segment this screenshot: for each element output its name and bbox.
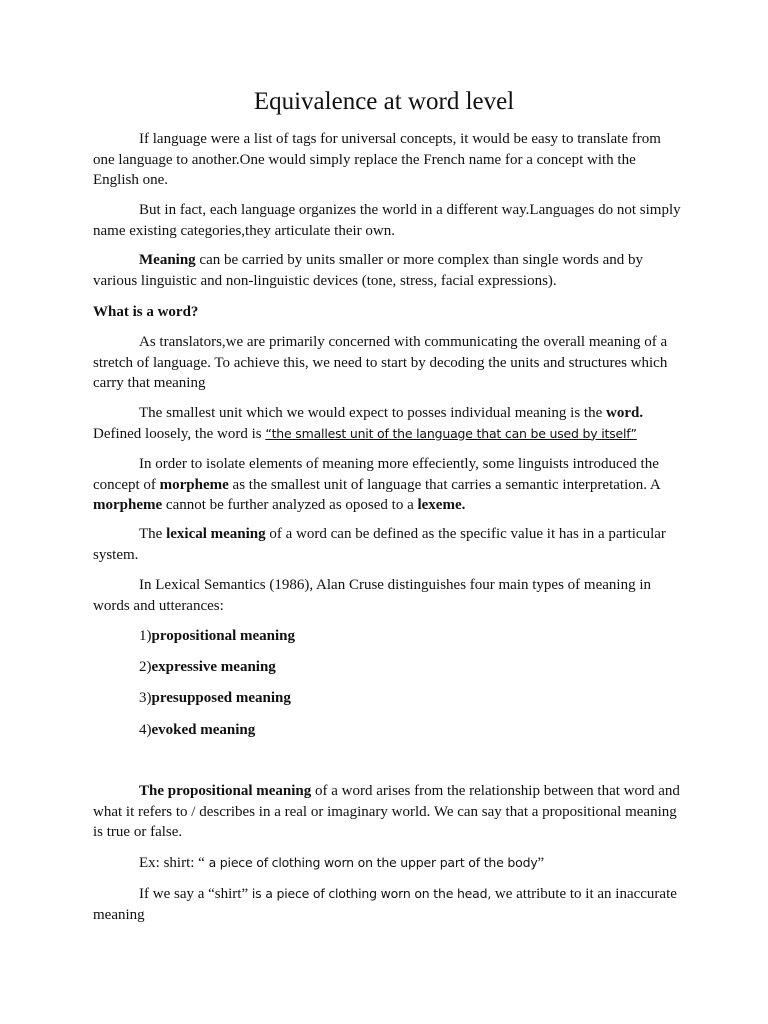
paragraph-smallest-unit: The smallest unit which we would expect to posses individual meaning is the word. Defined loosely, the word is “the smallest unit of the language that can be used by itself”	[93, 405, 644, 442]
bold-term: Meaning	[139, 252, 196, 268]
example-quote: is a piece of clothing worn on the head,	[251, 886, 492, 901]
underlined-definition-quote: “the smallest unit of the language that can be used by itself”	[265, 425, 637, 441]
example-quote: a piece of clothing worn on the upper part of the body	[208, 855, 538, 870]
list-item: 3)presupposed meaning	[139, 690, 291, 706]
paragraph-shirt-example: Ex: shirt: “ a piece of clothing worn on the upper part of the body”	[139, 855, 545, 871]
bold-term: The propositional meaning	[139, 783, 312, 799]
bold-term: word.	[606, 405, 644, 421]
list-item: 4)evoked meaning	[139, 722, 256, 738]
list-item: 2)expressive meaning	[139, 659, 276, 675]
bold-term: morpheme	[159, 476, 229, 493]
paragraph-cruse: In Lexical Semantics (1986), Alan Cruse distinguishes four main types of meaning in words and utterances:	[93, 577, 651, 614]
paragraph-translators: As translators,we are primarily concerned with communicating the overall meaning of a stretch of language. To achieve this, we need to start by decoding the units and structures which carry that meaning	[93, 334, 668, 391]
bold-term: lexeme.	[417, 497, 466, 513]
bold-term: lexical meaning	[166, 526, 266, 542]
paragraph-meaning-units: Meaning can be carried by units smaller or more complex than single words and by various linguistic and non-linguistic devices (tone, stress, facial expressions).	[93, 252, 644, 289]
paragraph-universal-concepts: If language were a list of tags for universal concepts, it would be easy to translate from one language to another.One would simply replace the French name for a concept with the English one.	[93, 131, 661, 188]
paragraph-inaccurate-meaning: If we say a “shirt” is a piece of clothing worn on the head, we attribute to it an inaccurate meaning	[93, 886, 677, 923]
paragraph-morpheme: In order to isolate elements of meaning more effeciently, some linguists introduced the concept of morpheme as the smallest unit of language that carries a semantic interpretation. A morpheme cannot be further analyzed as oposed to a lexeme.	[93, 456, 660, 513]
paragraph-lexical-meaning: The lexical meaning of a word can be defined as the specific value it has in a particular system.	[93, 526, 666, 563]
paragraph-propositional-meaning: The propositional meaning of a word arises from the relationship between that word and what it refers to / describes in a real or imaginary world. We can say that a propositional meaning is true or false.	[93, 783, 680, 840]
bold-term: morpheme	[93, 497, 163, 513]
list-item: 1)propositional meaning	[139, 628, 296, 644]
section-heading-what-is-a-word: What is a word?	[93, 304, 199, 320]
paragraph-language-organizes: But in fact, each language organizes the world in a different way.Languages do not simply name existing categories,they articulate their own.	[93, 202, 681, 239]
page-title: Equivalence at word level	[253, 88, 515, 115]
